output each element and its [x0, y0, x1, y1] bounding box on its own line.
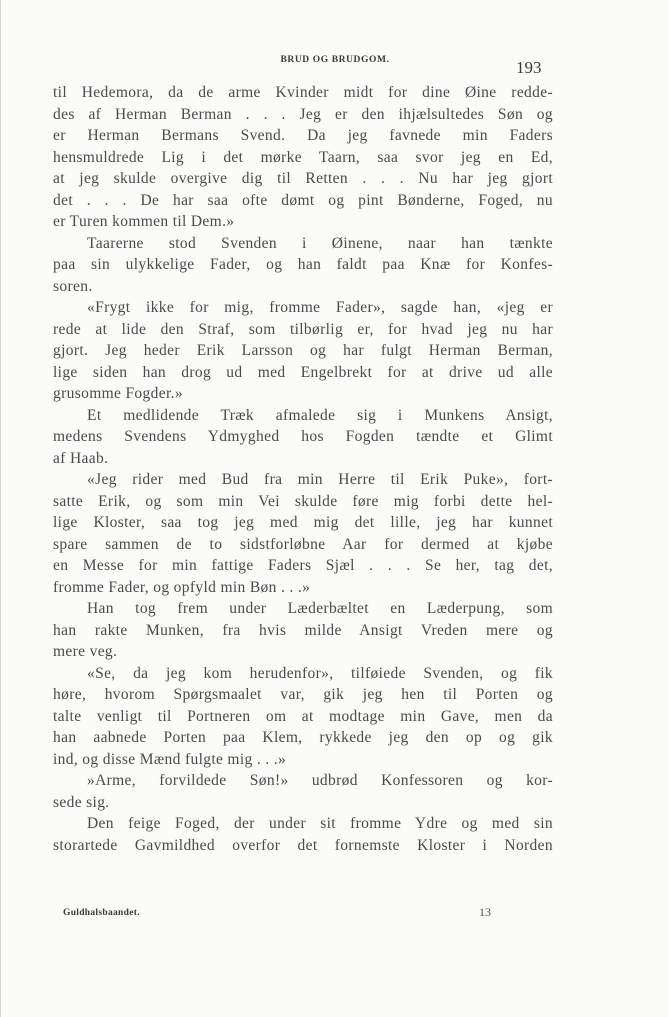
- text-line: høre, hvorom Spørgsmaalet var, gik jeg hen til Porten og: [53, 686, 553, 703]
- text-line: Et medlidende Træk afmalede sig i Munkens Ansigt,: [87, 406, 553, 424]
- text-line: satte Erik, og som min Vei skulde føre mig forbi dette hel-: [53, 492, 553, 510]
- text-line: spare sammen de to sidstforløbne Aar for dermed at kjøbe: [53, 535, 553, 553]
- text-line: er Turen kommen til Dem.»: [53, 213, 235, 230]
- body-text: [53, 82, 553, 856]
- text-line: medens Svendens Ydmyghed hos Fogden tændte et Glimt: [53, 428, 553, 445]
- footer-signature: Guldhalsbaandet.: [63, 908, 140, 918]
- text-line: «Frygt ikke for mig, fromme Fader», sagde han, «jeg er: [87, 299, 553, 316]
- text-line: rede at lide den Straf, som tilbørlig er, for hvad jeg nu har: [53, 320, 553, 338]
- text-line: lige Kloster, saa tog jeg med mig det lille, jeg har kunnet: [53, 514, 553, 531]
- text-line: grusomme Fogder.»: [53, 385, 183, 402]
- text-line: er Herman Bermans Svend. Da jeg favnede min Faders: [53, 127, 553, 144]
- text-line: fromme Fader, og opfyld min Bøn . . .»: [53, 578, 311, 596]
- text-line: des af Herman Berman . . . Jeg er den ihjælsultedes Søn og: [53, 105, 553, 123]
- footer-sheet-number: 13: [479, 905, 491, 919]
- text-line: at jeg skulde overgive dig til Retten . . . Nu har jeg gjort: [53, 170, 553, 187]
- text-line: til Hedemora, da de arme Kvinder midt for dine Øine redde-: [53, 84, 553, 101]
- text-line: hensmuldrede Lig i det mørke Taarn, saa svor jeg en Ed,: [53, 148, 553, 166]
- text-line: Taarerne stod Svenden i Øinene, naar han tænkte: [87, 234, 553, 252]
- running-header: BRUD OG BRUDGOM.: [280, 55, 390, 65]
- text-line: lige siden han drog ud med Engelbrekt for at drive ud alle: [53, 363, 553, 381]
- text-line: af Haab.: [53, 449, 109, 467]
- text-line: soren.: [53, 277, 93, 295]
- text-line: Han tog frem under Læderbæltet en Læderpung, som: [87, 600, 553, 617]
- text-line: »Arme, forvildede Søn!» udbrød Konfessoren og kor-: [87, 772, 553, 789]
- text-line: «Se, da jeg kom herudenfor», tilføiede Svenden, og fik: [87, 664, 553, 682]
- text-line: Den feige Foged, der under sit fromme Ydre og med sin: [87, 815, 553, 832]
- text-line: talte venligt til Portneren om at modtage min Gave, men da: [53, 707, 553, 725]
- text-line: han rakte Munken, fra hvis milde Ansigt Vreden mere og: [53, 621, 553, 639]
- text-line: gjort. Jeg heder Erik Larsson og har fulgt Herman Berman,: [53, 342, 553, 359]
- text-line: ind, og disse Mænd fulgte mig . . .»: [53, 750, 287, 768]
- text-line: «Jeg rider med Bud fra min Herre til Erik Puke», fort-: [87, 471, 553, 488]
- text-line: han aabnede Porten paa Klem, rykkede jeg den op og gik: [53, 729, 553, 746]
- text-line: sede sig.: [53, 793, 110, 811]
- text-line: storartede Gavmildhed overfor det fornemste Kloster i Norden: [53, 836, 553, 854]
- text-line: det . . . De har saa ofte dømt og pint Bønderne, Foged, nu: [53, 191, 553, 209]
- text-line: paa sin ulykkelige Fader, og han faldt paa Knæ for Konfes-: [53, 256, 553, 273]
- text-line: mere veg.: [53, 643, 118, 660]
- text-line: en Messe for min fattige Faders Sjæl . . . Se her, tag det,: [53, 557, 553, 574]
- page-number: 193: [516, 58, 542, 77]
